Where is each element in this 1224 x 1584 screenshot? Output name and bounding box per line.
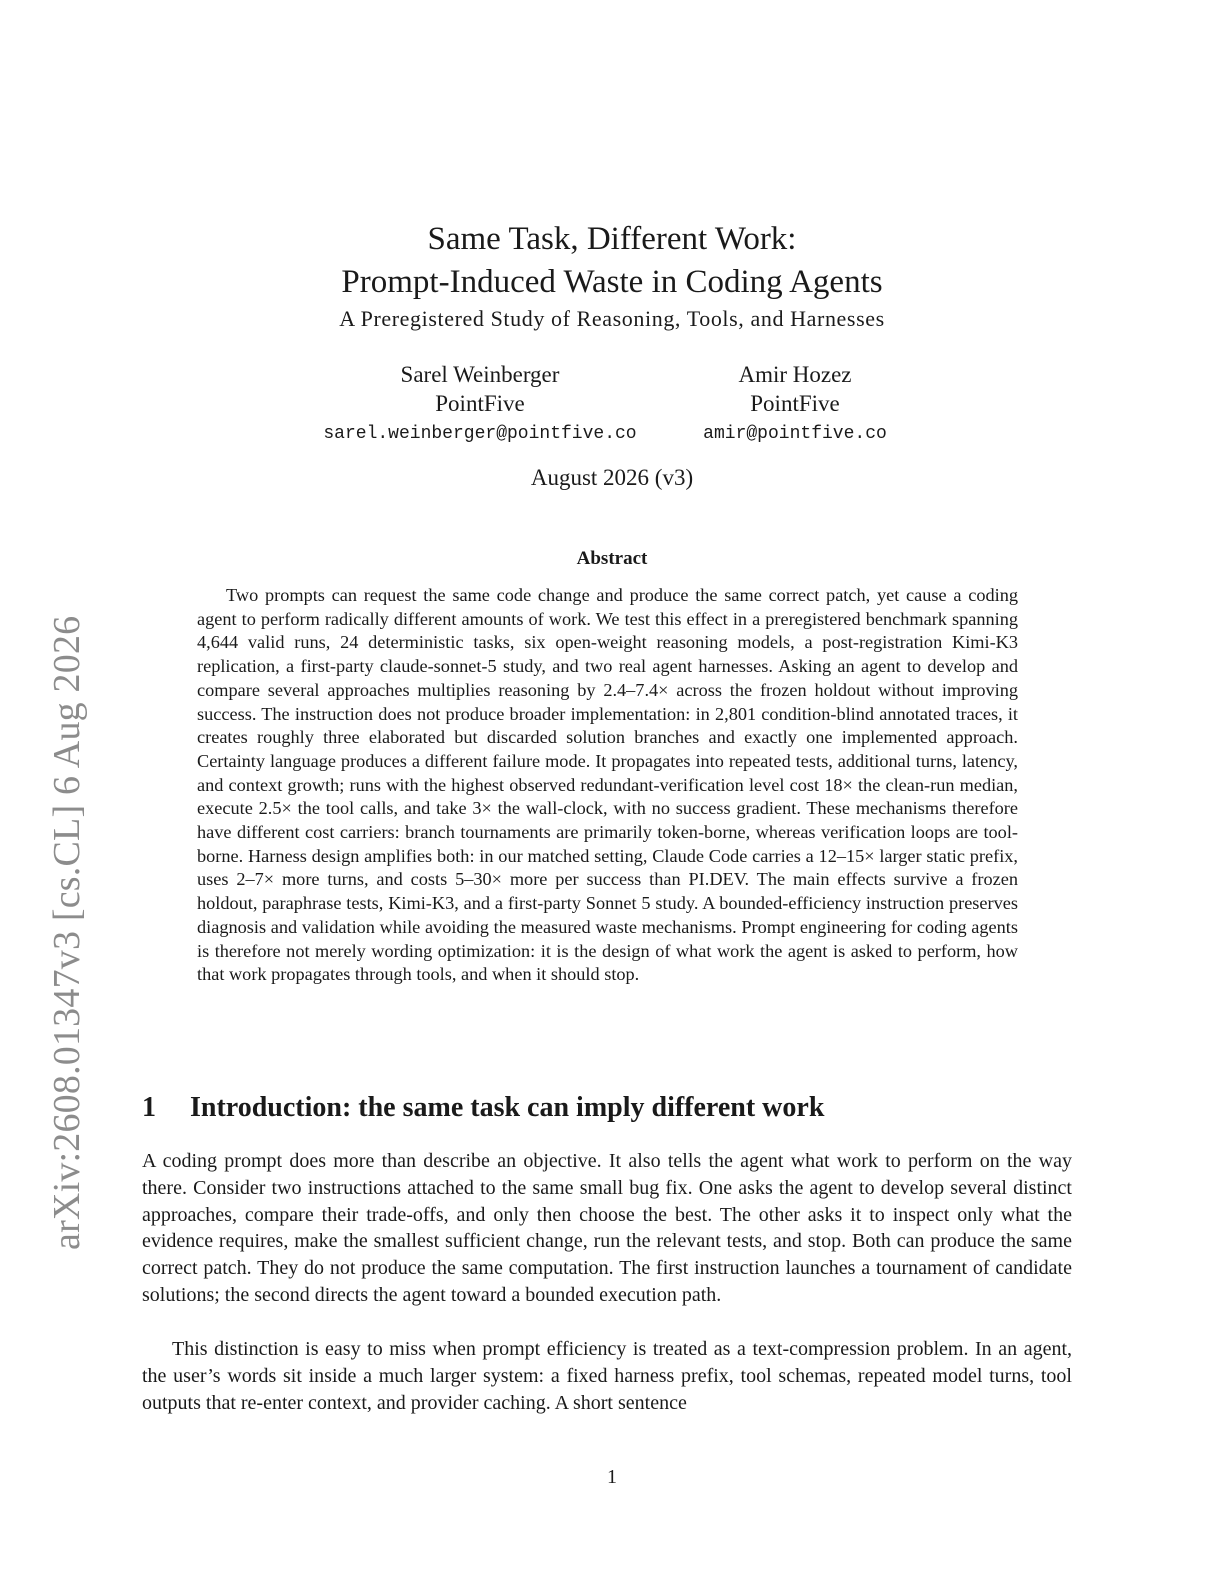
title-block: [200, 218, 1024, 334]
paper-title-line-2: Prompt-Induced Waste in Coding Agents: [341, 264, 883, 300]
author-block: [320, 360, 640, 450]
author-name: Sarel Weinberger: [400, 362, 560, 387]
section-title: Introduction: the same task can imply different work: [190, 1092, 825, 1123]
author-name: Amir Hozez: [738, 362, 852, 387]
author-email: amir@pointfive.co: [703, 424, 887, 444]
author-affiliation: PointFive: [435, 391, 525, 416]
author-affiliation: PointFive: [750, 391, 840, 416]
paper-subtitle: A Preregistered Study of Reasoning, Tools, and Harnesses: [339, 306, 885, 331]
paper-date: August 2026 (v3): [530, 465, 694, 490]
page-number: 1: [607, 1466, 617, 1488]
abstract-heading: Abstract: [576, 548, 648, 569]
abstract-text: Two prompts can request the same code change and produce the same correct patch, yet cause a coding agent to perform radically different amounts of work. We test this effect in a preregistered benchmark spanning 4,644 valid runs, 24 deterministic tasks, six open-weight reasoning models, a post-registration Kimi-K3 replication, a first-party claude-sonnet-5 study, and two real agent harnesses. Asking an agent to develop and compare several approaches multiplies reasoning by 2.4–7.4× across the frozen holdout without improving success. The instruction does not produce broader implementation: in 2,801 condition-blind annotated traces, it creates roughly three elaborated but discarded solution branches and exactly one implemented approach. Certainty language produces a different failure mode. It propagates into repeated tests, additional turns, latency, and context growth; runs with the highest observed redundant-verification level cost 18× the clean-run median, execute 2.5× the tool calls, and take 3× the wall-clock, with no success gradient. These mechanisms therefore have different cost carriers: branch tournaments are primarily token-borne, whereas verification loops are tool-borne. Harness design amplifies both: in our matched setting, Claude Code carries a 12–15× larger static prefix, uses 2–7× more turns, and costs 5–30× more per success than PI.DEV. The main effects survive a frozen holdout, paraphrase tests, Kimi-K3, and a first-party Sonnet 5 study. A bounded-efficiency instruction preserves diagnosis and validation while avoiding the measured waste mechanisms. Prompt engineering for coding agents is therefore not merely wording optimization: it is the design of what work the agent is asked to perform, how that work propagates through tools, and when it should stop.: [197, 585, 1018, 985]
section-number: 1: [142, 1092, 156, 1123]
section-heading: [142, 1092, 1082, 1124]
body-paragraph: A coding prompt does more than describe an objective. It also tells the agent what work to perform on the way there. Consider two instructions attached to the same small bug fix. One asks the agent to develop several distinct approaches, compare their trade-offs, and only then choose the best. The other asks it to inspect only what the evidence requires, make the smallest sufficient change, run the relevant tests, and stop. Both can produce the same correct patch. They do not produce the same computation. The first instruction launches a tournament of candidate solutions; the second directs the agent toward a bounded execution path.: [142, 1150, 1072, 1306]
author-email: sarel.weinberger@pointfive.co: [323, 424, 637, 444]
paper-title-line-1: Same Task, Different Work:: [427, 221, 797, 257]
arxiv-side-stamp: arXiv:2608.01347v3 [cs.CL] 6 Aug 2026: [46, 615, 88, 1250]
body-paragraph: This distinction is easy to miss when prompt efficiency is treated as a text-compression problem. In an agent, the user’s words sit inside a much larger system: a fixed harness prefix, tool schemas, repeated model turns, tool outputs that re-enter context, and provider caching. A short sentence: [142, 1338, 1072, 1414]
author-block: [670, 360, 920, 450]
